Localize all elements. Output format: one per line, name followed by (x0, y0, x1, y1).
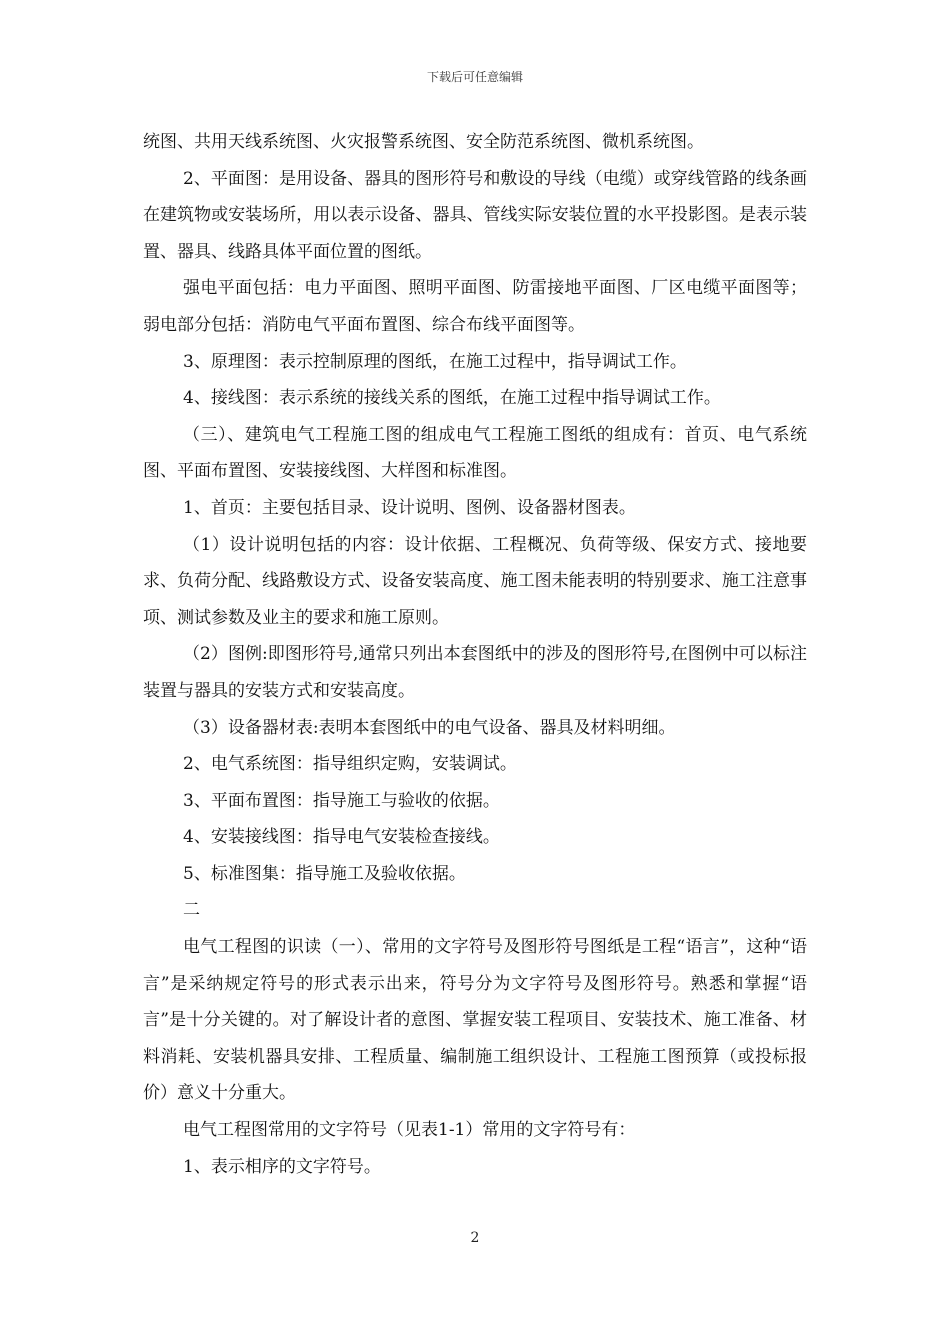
paragraph: 2、平面图：是用设备、器具的图形符号和敷设的导线（电缆）或穿线管路的线条画在建筑物或安装场所，用以表示设备、器具、管线实际安装位置的水平投影图。是表示装置、器具、线路具体平面位置的图纸。 (143, 168, 807, 262)
paragraph: 1、表示相序的文字符号。 (183, 1156, 381, 1177)
paragraph: 5、标准图集：指导施工及验收依据。 (183, 863, 466, 884)
paragraph: 3、平面布置图：指导施工与验收的依据。 (183, 790, 500, 811)
paragraph: 3、原理图：表示控制原理的图纸，在施工过程中，指导调试工作。 (183, 351, 687, 372)
paragraph: （2）图例:即图形符号,通常只列出本套图纸中的涉及的图形符号,在图例中可以标注装置与器具的安装方式和安装高度。 (143, 644, 807, 701)
paragraph: 1、首页：主要包括目录、设计说明、图例、设备器材图表。 (183, 497, 636, 518)
paragraph: 统图、共用天线系统图、火灾报警系统图、安全防范系统图、微机系统图。 (143, 132, 704, 152)
paragraph: （3）设备器材表:表明本套图纸中的电气设备、器具及材料明细。 (183, 717, 676, 738)
page-header: 下载后可任意编辑 (426, 70, 523, 84)
paragraph: 4、安装接线图：指导电气安装检查接线。 (183, 827, 500, 848)
paragraph: 4、接线图：表示系统的接线关系的图纸，在施工过程中指导调试工作。 (183, 388, 721, 409)
paragraph: 2、电气系统图：指导组织定购，安装调试。 (183, 754, 517, 775)
paragraph: 强电平面包括：电力平面图、照明平面图、防雷接地平面图、厂区电缆平面图等；弱电部分包括：消防电气平面布置图、综合布线平面图等。 (143, 278, 807, 335)
paragraph: 电气工程图的识读（一）、常用的文字符号及图形符号图纸是工程“语言”，这种“语言”是采纳规定符号的形式表示出来，符号分为文字符号及图形符号。熟悉和掌握“语言”是十分关键的。对了解设计者的意图、掌握安装工程项目、安装技术、施工准备、材料消耗、安装机器具安排、工程质量、编制施工组织设计、工程施工图预算（或投标报价）意义十分重大。 (143, 937, 807, 1104)
paragraph: （1）设计说明包括的内容：设计依据、工程概况、负荷等级、保安方式、接地要求、负荷分配、线路敷设方式、设备安装高度、施工图未能表明的特别要求、施工注意事项、测试参数及业主的要求和施工原则。 (143, 534, 807, 628)
page-number: 2 (470, 1230, 480, 1246)
document-body (143, 124, 807, 1185)
paragraph: 电气工程图常用的文字符号（见表1-1）常用的文字符号有： (183, 1120, 636, 1141)
paragraph: （三）、建筑电气工程施工图的组成电气工程施工图纸的组成有：首页、电气系统图、平面布置图、安装接线图、大样图和标准图。 (143, 424, 807, 482)
paragraph: 二 (183, 900, 200, 921)
